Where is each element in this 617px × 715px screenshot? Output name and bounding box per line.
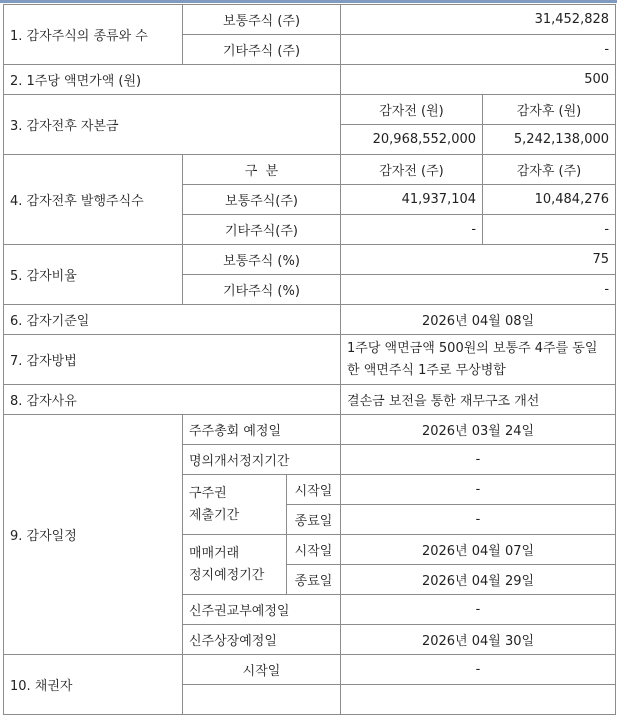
row-label: 5. 감자비율 bbox=[4, 245, 183, 305]
start-label: 시작일 bbox=[183, 655, 341, 685]
row-label: 2. 1주당 액면가액 (원) bbox=[4, 65, 341, 95]
start-label: 시작일 bbox=[287, 535, 341, 565]
start-label: 시작일 bbox=[287, 475, 341, 505]
sub-label: 신주상장예정일 bbox=[183, 625, 341, 655]
value: 결손금 보전을 통한 재무구조 개선 bbox=[341, 385, 616, 415]
value: - bbox=[341, 475, 616, 505]
value: 2026년 04월 30일 bbox=[341, 625, 616, 655]
table-row bbox=[4, 305, 616, 335]
header: 구 분 bbox=[183, 155, 341, 185]
row-label: 6. 감자기준일 bbox=[4, 305, 341, 335]
row-label: 1. 감자주식의 종류와 수 bbox=[4, 5, 183, 65]
value: 2026년 04월 07일 bbox=[341, 535, 616, 565]
sub-label: 보통주식(주) bbox=[183, 185, 341, 215]
value: 2026년 03월 24일 bbox=[341, 415, 616, 445]
row-label: 7. 감자방법 bbox=[4, 335, 341, 385]
row-label: 3. 감자전후 자본금 bbox=[4, 95, 341, 155]
value: - bbox=[341, 655, 616, 685]
sub-label: 보통주식 (%) bbox=[183, 245, 341, 275]
sub-label: 기타주식(주) bbox=[183, 215, 341, 245]
row-label: 8. 감자사유 bbox=[4, 385, 341, 415]
sub-label bbox=[183, 535, 287, 595]
value: 75 bbox=[341, 245, 616, 275]
sub-label: 주주총회 예정일 bbox=[183, 415, 341, 445]
value: 20,968,552,000 bbox=[341, 125, 483, 155]
sub-label: 보통주식 (주) bbox=[183, 5, 341, 35]
table-row bbox=[4, 385, 616, 415]
value: - bbox=[341, 595, 616, 625]
value: 2026년 04월 29일 bbox=[341, 565, 616, 595]
end-label: 종료일 bbox=[287, 565, 341, 595]
sub-label-line: 정지예정기간 bbox=[189, 567, 265, 583]
table-row bbox=[4, 335, 616, 385]
sub-label: 신주권교부예정일 bbox=[183, 595, 341, 625]
sub-label: 명의개서정지기간 bbox=[183, 445, 341, 475]
table-row bbox=[4, 155, 616, 185]
value: - bbox=[341, 35, 616, 65]
header: 감자후 (주) bbox=[483, 155, 616, 185]
header: 감자전 (주) bbox=[341, 155, 483, 185]
end-label: 종료일 bbox=[287, 505, 341, 535]
value: 5,242,138,000 bbox=[483, 125, 616, 155]
capital-reduction-table bbox=[3, 4, 616, 715]
empty-cell bbox=[183, 685, 341, 715]
value: 10,484,276 bbox=[483, 185, 616, 215]
value: 1주당 액면금액 500원의 보통주 4주를 동일한 액면주식 1주로 무상병합 bbox=[341, 335, 616, 385]
sub-label-line: 구주권 bbox=[189, 485, 227, 501]
top-border bbox=[0, 0, 617, 3]
row-label: 4. 감자전후 발행주식수 bbox=[4, 155, 183, 245]
table-row bbox=[4, 655, 616, 685]
table-row bbox=[4, 415, 616, 445]
sub-label bbox=[183, 475, 287, 535]
row-label: 9. 감자일정 bbox=[4, 415, 183, 655]
value: 500 bbox=[341, 65, 616, 95]
header: 감자후 (원) bbox=[483, 95, 616, 125]
table-row bbox=[4, 65, 616, 95]
sub-label: 기타주식 (주) bbox=[183, 35, 341, 65]
table-row bbox=[4, 245, 616, 275]
value: - bbox=[341, 445, 616, 475]
value: 31,452,828 bbox=[341, 5, 616, 35]
table-row bbox=[4, 5, 616, 35]
value: - bbox=[341, 275, 616, 305]
empty-cell bbox=[341, 685, 616, 715]
value: - bbox=[341, 505, 616, 535]
sub-label-line: 제출기간 bbox=[189, 507, 240, 523]
sub-label-line: 매매거래 bbox=[189, 545, 240, 561]
value: - bbox=[341, 215, 483, 245]
header: 감자전 (원) bbox=[341, 95, 483, 125]
value: - bbox=[483, 215, 616, 245]
table-row bbox=[4, 95, 616, 125]
sub-label: 기타주식 (%) bbox=[183, 275, 341, 305]
row-label: 10. 채권자 bbox=[4, 655, 183, 715]
value: 2026년 04월 08일 bbox=[341, 305, 616, 335]
value: 41,937,104 bbox=[341, 185, 483, 215]
